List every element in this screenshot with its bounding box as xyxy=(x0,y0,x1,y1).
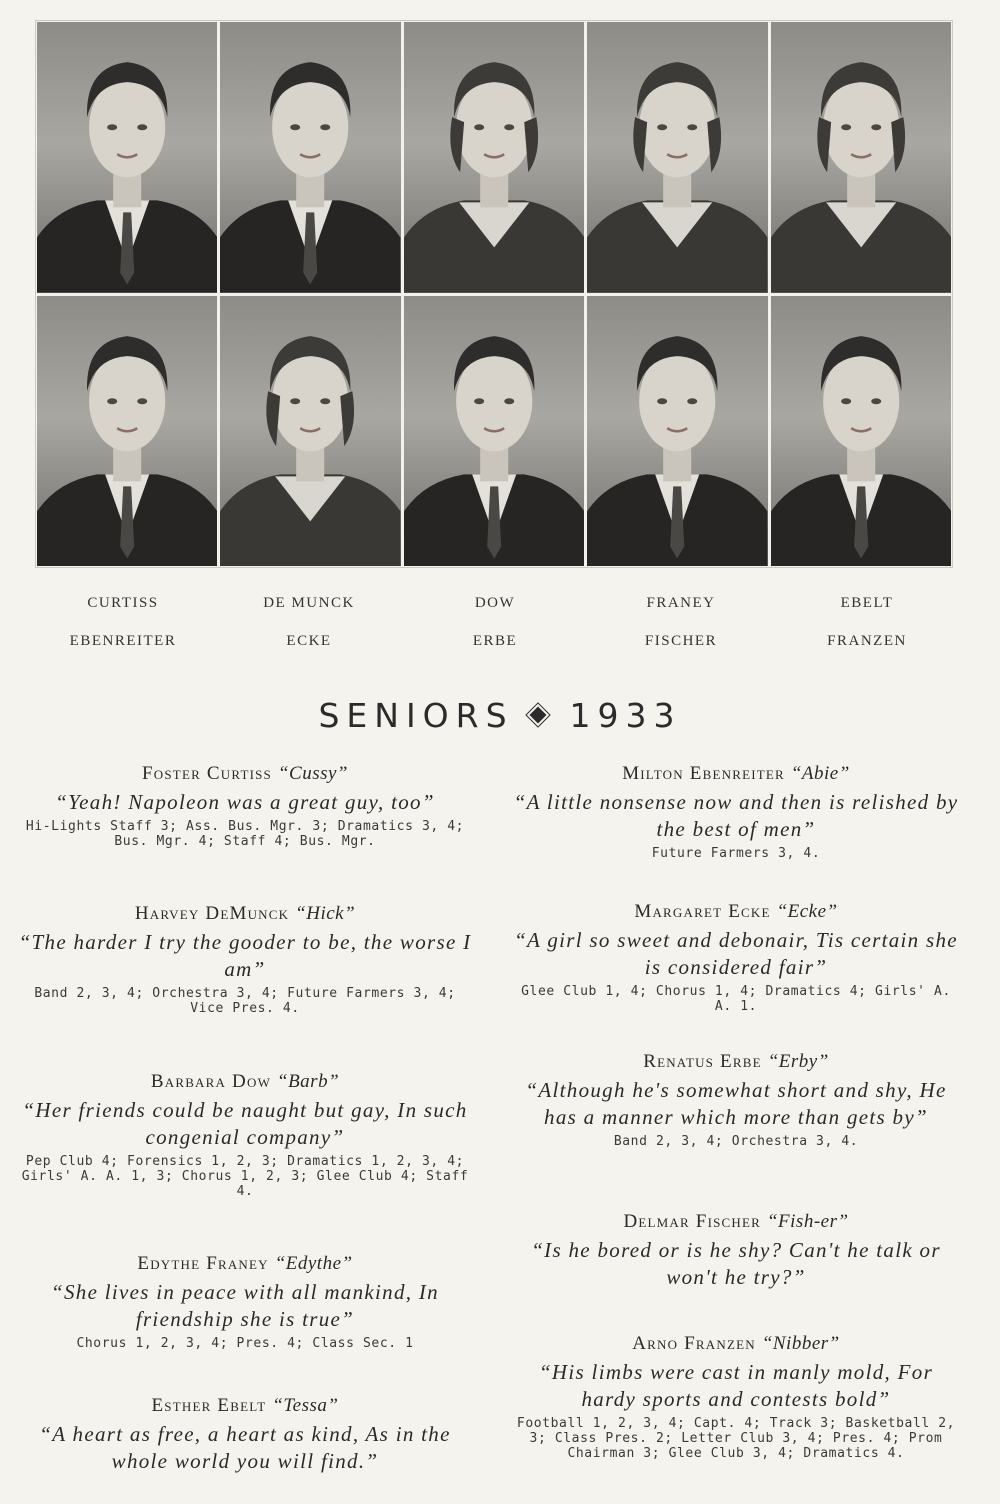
senior-nickname: “Cussy” xyxy=(277,763,348,784)
senior-name: Delmar Fischer xyxy=(623,1211,762,1232)
portrait-figure xyxy=(771,22,951,293)
title-seniors: SENIORS xyxy=(318,696,514,735)
senior-name-line xyxy=(14,760,476,788)
photo-name-captions xyxy=(30,592,960,652)
senior-entry xyxy=(512,1048,960,1149)
senior-quote: “A little nonsense now and then is relished by the best of men” xyxy=(513,790,959,841)
senior-nickname: “Fish-er” xyxy=(766,1211,849,1232)
senior-name-line xyxy=(512,1330,960,1358)
senior-activities: Future Farmers 3, 4. xyxy=(651,846,821,861)
senior-nickname: “Abie” xyxy=(790,763,850,784)
senior-nickname: “Barb” xyxy=(277,1071,340,1092)
senior-quote: “A girl so sweet and debonair, Tis certain she is considered fair” xyxy=(514,928,958,979)
senior-activities: Glee Club 1, 4; Chorus 1, 4; Dramatics 4; Girls' A. A. 1. xyxy=(521,984,951,1014)
senior-nickname: “Erby” xyxy=(767,1051,829,1072)
portrait-erbe xyxy=(404,296,584,567)
senior-nickname: “Nibber” xyxy=(761,1333,840,1354)
portrait-ebenreiter xyxy=(37,296,217,567)
caption-ecke: ECKE xyxy=(286,633,332,649)
senior-name: Arno Franzen xyxy=(632,1333,756,1354)
senior-quote: “She lives in peace with all mankind, In friendship she is true” xyxy=(51,1280,439,1331)
senior-name-line xyxy=(14,1392,476,1420)
caption-franey: FRANEY xyxy=(646,595,716,611)
senior-name: Barbara Dow xyxy=(150,1071,272,1092)
portrait-franzen xyxy=(771,296,951,567)
senior-quote: “His limbs were cast in manly mold, For hardy sports and contests bold” xyxy=(538,1360,934,1411)
portrait-grid xyxy=(35,20,953,568)
caption-de-munck: DE MUNCK xyxy=(263,595,355,611)
senior-name: Esther Ebelt xyxy=(151,1395,267,1416)
senior-name: Milton Ebenreiter xyxy=(622,763,785,784)
senior-name: Harvey DeMunck xyxy=(134,903,290,924)
senior-name-line xyxy=(14,900,476,928)
portrait-curtiss xyxy=(37,22,217,293)
senior-activities: Pep Club 4; Forensics 1, 2, 3; Dramatics 1, 2, 3, 4; Girls' A. A. 1, 3; Chorus 1, 2, 3; Glee Club 4; Staff 4. xyxy=(21,1154,469,1199)
portrait-figure xyxy=(771,296,951,567)
caption-franzen: FRANZEN xyxy=(827,633,907,649)
senior-entry xyxy=(14,900,476,1016)
portrait-figure xyxy=(404,22,584,293)
senior-entry xyxy=(14,1392,476,1475)
senior-entry xyxy=(14,760,476,849)
senior-quote: “Yeah! Napoleon was a great guy, too” xyxy=(55,790,435,814)
senior-name: Edythe Franey xyxy=(137,1253,269,1274)
senior-quote: “Her friends could be naught but gay, In such congenial company” xyxy=(22,1098,468,1149)
portrait-figure xyxy=(220,296,400,567)
senior-activities: Band 2, 3, 4; Orchestra 3, 4. xyxy=(613,1134,859,1149)
senior-entry xyxy=(14,1068,476,1199)
title-year: 1933 xyxy=(569,696,682,735)
senior-nickname: “Tessa” xyxy=(272,1395,339,1416)
caption-dow: DOW xyxy=(474,595,516,611)
portrait-fischer xyxy=(587,296,767,567)
senior-name: Foster Curtiss xyxy=(142,763,272,784)
caption-ebenreiter: EBENREITER xyxy=(69,633,177,649)
portrait-figure xyxy=(587,296,767,567)
portrait-ecke xyxy=(220,296,400,567)
portrait-figure xyxy=(404,296,584,567)
senior-nickname: “Ecke” xyxy=(776,901,838,922)
portrait-figure xyxy=(220,22,400,293)
senior-name-line xyxy=(14,1068,476,1096)
senior-quote: “A heart as free, a heart as kind, As in the whole world you will find.” xyxy=(39,1422,451,1473)
caption-erbe: ERBE xyxy=(472,633,518,649)
caption-curtiss: CURTISS xyxy=(87,595,159,611)
portrait-dow xyxy=(404,22,584,293)
senior-entry xyxy=(512,1208,960,1291)
senior-nickname: “Hick” xyxy=(295,903,356,924)
portrait-franey xyxy=(587,22,767,293)
senior-activities: Band 2, 3, 4; Orchestra 3, 4; Future Farmers 3, 4; Vice Pres. 4. xyxy=(34,986,456,1016)
senior-quote: “Although he's somewhat short and shy, He has a manner which more than gets by” xyxy=(525,1078,947,1129)
page-title xyxy=(0,696,1000,735)
senior-name-line xyxy=(512,760,960,788)
senior-entry xyxy=(14,1250,476,1351)
senior-activities: Football 1, 2, 3, 4; Capt. 4; Track 3; Basketball 2, 3; Class Pres. 2; Letter Club 3, 4; Pres. 4; Prom Chairman 3; Glee Club 3, 4; Dramatics 4. xyxy=(516,1416,956,1461)
diamond-icon xyxy=(529,706,546,723)
senior-nickname: “Edythe” xyxy=(274,1253,353,1274)
senior-name-line xyxy=(512,898,960,926)
senior-name: Renatus Erbe xyxy=(643,1051,762,1072)
senior-entry xyxy=(512,898,960,1014)
portrait-ebelt xyxy=(771,22,951,293)
caption-ebelt: EBELT xyxy=(840,595,894,611)
senior-quote: “The harder I try the gooder to be, the worse I am” xyxy=(18,930,472,981)
senior-name-line xyxy=(512,1208,960,1236)
senior-entry xyxy=(512,1330,960,1461)
senior-name: Margaret Ecke xyxy=(634,901,771,922)
portrait-figure xyxy=(37,22,217,293)
senior-entry xyxy=(512,760,960,861)
senior-activities: Hi-Lights Staff 3; Ass. Bus. Mgr. 3; Dramatics 3, 4; Bus. Mgr. 4; Staff 4; Bus. Mgr. xyxy=(25,819,465,849)
senior-name-line xyxy=(512,1048,960,1076)
portrait-figure xyxy=(587,22,767,293)
senior-activities: Chorus 1, 2, 3, 4; Pres. 4; Class Sec. 1 xyxy=(76,1336,414,1351)
portrait-de-munck xyxy=(220,22,400,293)
senior-name-line xyxy=(14,1250,476,1278)
senior-quote: “Is he bored or is he shy? Can't he talk or won't he try?” xyxy=(531,1238,941,1289)
portrait-figure xyxy=(37,296,217,567)
caption-fischer: FISCHER xyxy=(644,633,718,649)
